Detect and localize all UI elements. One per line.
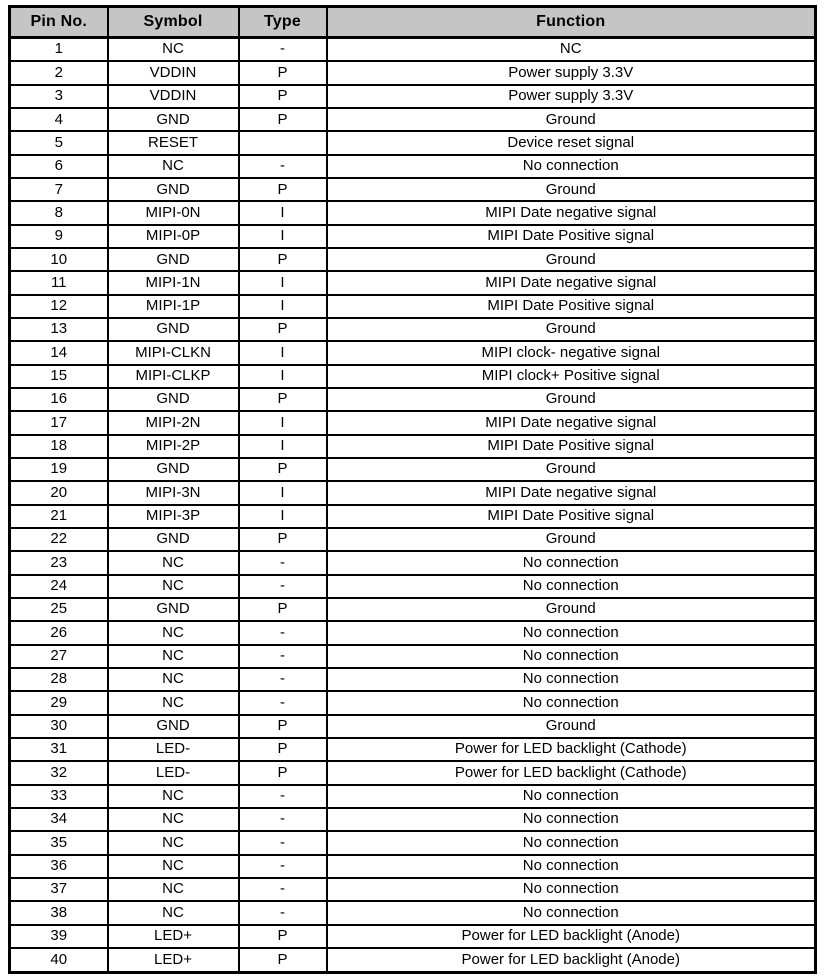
function-cell: No connection bbox=[327, 901, 816, 924]
table-row bbox=[10, 131, 816, 154]
symbol-cell: GND bbox=[108, 388, 239, 411]
function-cell: Ground bbox=[327, 248, 816, 271]
table-row bbox=[10, 575, 816, 598]
pin-cell: 9 bbox=[10, 225, 108, 248]
pin-table-body bbox=[10, 38, 816, 973]
type-cell: I bbox=[239, 295, 327, 318]
symbol-cell: GND bbox=[108, 178, 239, 201]
symbol-cell: MIPI-1N bbox=[108, 271, 239, 294]
symbol-cell: NC bbox=[108, 645, 239, 668]
symbol-cell: LED- bbox=[108, 761, 239, 784]
table-header-row bbox=[10, 7, 816, 38]
symbol-cell: VDDIN bbox=[108, 61, 239, 84]
type-cell: - bbox=[239, 668, 327, 691]
function-cell: No connection bbox=[327, 575, 816, 598]
symbol-cell: GND bbox=[108, 248, 239, 271]
type-cell: I bbox=[239, 225, 327, 248]
type-cell: P bbox=[239, 108, 327, 131]
symbol-cell: RESET bbox=[108, 131, 239, 154]
type-cell: P bbox=[239, 528, 327, 551]
pin-cell: 40 bbox=[10, 948, 108, 973]
table-row bbox=[10, 178, 816, 201]
type-cell: - bbox=[239, 155, 327, 178]
symbol-cell: LED+ bbox=[108, 948, 239, 973]
function-cell: Power for LED backlight (Cathode) bbox=[327, 761, 816, 784]
type-cell: P bbox=[239, 761, 327, 784]
function-cell: No connection bbox=[327, 155, 816, 178]
pin-cell: 34 bbox=[10, 808, 108, 831]
pin-assignment-table-container bbox=[8, 5, 817, 974]
function-cell: Ground bbox=[327, 108, 816, 131]
function-cell: Device reset signal bbox=[327, 131, 816, 154]
pin-cell: 24 bbox=[10, 575, 108, 598]
symbol-cell: NC bbox=[108, 38, 239, 62]
pin-cell: 22 bbox=[10, 528, 108, 551]
pin-cell: 31 bbox=[10, 738, 108, 761]
table-row bbox=[10, 505, 816, 528]
function-cell: MIPI Date Positive signal bbox=[327, 225, 816, 248]
pin-cell: 39 bbox=[10, 925, 108, 948]
function-cell: Power supply 3.3V bbox=[327, 61, 816, 84]
symbol-cell: NC bbox=[108, 575, 239, 598]
table-row bbox=[10, 621, 816, 644]
pin-cell: 11 bbox=[10, 271, 108, 294]
pin-cell: 21 bbox=[10, 505, 108, 528]
pin-cell: 5 bbox=[10, 131, 108, 154]
function-cell: Ground bbox=[327, 528, 816, 551]
type-cell bbox=[239, 131, 327, 154]
pin-cell: 6 bbox=[10, 155, 108, 178]
function-cell: MIPI Date Positive signal bbox=[327, 435, 816, 458]
symbol-cell: GND bbox=[108, 528, 239, 551]
type-cell: I bbox=[239, 365, 327, 388]
symbol-cell: NC bbox=[108, 785, 239, 808]
table-row bbox=[10, 855, 816, 878]
function-cell: No connection bbox=[327, 621, 816, 644]
pin-cell: 8 bbox=[10, 201, 108, 224]
pin-cell: 17 bbox=[10, 411, 108, 434]
function-cell: MIPI Date negative signal bbox=[327, 481, 816, 504]
type-cell: P bbox=[239, 598, 327, 621]
pin-cell: 4 bbox=[10, 108, 108, 131]
function-cell: MIPI Date negative signal bbox=[327, 201, 816, 224]
symbol-cell: NC bbox=[108, 901, 239, 924]
type-cell: P bbox=[239, 318, 327, 341]
type-cell: - bbox=[239, 575, 327, 598]
pin-cell: 38 bbox=[10, 901, 108, 924]
header-cell-type: Type bbox=[239, 7, 327, 38]
table-row bbox=[10, 271, 816, 294]
type-cell: I bbox=[239, 341, 327, 364]
table-row bbox=[10, 108, 816, 131]
type-cell: P bbox=[239, 178, 327, 201]
pin-cell: 3 bbox=[10, 85, 108, 108]
table-row bbox=[10, 785, 816, 808]
table-row bbox=[10, 691, 816, 714]
pin-cell: 19 bbox=[10, 458, 108, 481]
function-cell: Ground bbox=[327, 388, 816, 411]
header-cell-symbol: Symbol bbox=[108, 7, 239, 38]
type-cell: P bbox=[239, 925, 327, 948]
symbol-cell: MIPI-3P bbox=[108, 505, 239, 528]
header-cell-pin-no: Pin No. bbox=[10, 7, 108, 38]
function-cell: Power supply 3.3V bbox=[327, 85, 816, 108]
function-cell: Ground bbox=[327, 598, 816, 621]
function-cell: MIPI Date negative signal bbox=[327, 271, 816, 294]
function-cell: No connection bbox=[327, 668, 816, 691]
table-row bbox=[10, 85, 816, 108]
type-cell: - bbox=[239, 691, 327, 714]
symbol-cell: MIPI-0P bbox=[108, 225, 239, 248]
type-cell: P bbox=[239, 61, 327, 84]
pin-cell: 23 bbox=[10, 551, 108, 574]
type-cell: - bbox=[239, 645, 327, 668]
function-cell: Ground bbox=[327, 318, 816, 341]
type-cell: - bbox=[239, 38, 327, 62]
type-cell: I bbox=[239, 435, 327, 458]
table-row bbox=[10, 528, 816, 551]
function-cell: No connection bbox=[327, 785, 816, 808]
symbol-cell: MIPI-0N bbox=[108, 201, 239, 224]
type-cell: - bbox=[239, 831, 327, 854]
pin-assignment-table bbox=[8, 5, 817, 974]
table-row bbox=[10, 365, 816, 388]
symbol-cell: NC bbox=[108, 691, 239, 714]
table-row bbox=[10, 38, 816, 62]
symbol-cell: MIPI-2P bbox=[108, 435, 239, 458]
symbol-cell: NC bbox=[108, 878, 239, 901]
type-cell: P bbox=[239, 248, 327, 271]
table-row bbox=[10, 248, 816, 271]
type-cell: - bbox=[239, 785, 327, 808]
table-row bbox=[10, 411, 816, 434]
symbol-cell: MIPI-1P bbox=[108, 295, 239, 318]
pin-cell: 33 bbox=[10, 785, 108, 808]
pin-cell: 16 bbox=[10, 388, 108, 411]
symbol-cell: MIPI-CLKN bbox=[108, 341, 239, 364]
symbol-cell: VDDIN bbox=[108, 85, 239, 108]
function-cell: Power for LED backlight (Anode) bbox=[327, 948, 816, 973]
table-row bbox=[10, 295, 816, 318]
function-cell: Ground bbox=[327, 458, 816, 481]
symbol-cell: GND bbox=[108, 108, 239, 131]
table-row bbox=[10, 878, 816, 901]
type-cell: - bbox=[239, 551, 327, 574]
header-cell-function: Function bbox=[327, 7, 816, 38]
function-cell: Ground bbox=[327, 715, 816, 738]
table-row bbox=[10, 808, 816, 831]
symbol-cell: NC bbox=[108, 155, 239, 178]
symbol-cell: NC bbox=[108, 621, 239, 644]
function-cell: Ground bbox=[327, 178, 816, 201]
function-cell: MIPI Date Positive signal bbox=[327, 295, 816, 318]
table-row bbox=[10, 155, 816, 178]
function-cell: No connection bbox=[327, 808, 816, 831]
type-cell: I bbox=[239, 411, 327, 434]
type-cell: P bbox=[239, 948, 327, 973]
pin-cell: 1 bbox=[10, 38, 108, 62]
pin-cell: 14 bbox=[10, 341, 108, 364]
table-row bbox=[10, 435, 816, 458]
table-row bbox=[10, 551, 816, 574]
table-row bbox=[10, 388, 816, 411]
symbol-cell: NC bbox=[108, 808, 239, 831]
type-cell: - bbox=[239, 808, 327, 831]
pin-cell: 15 bbox=[10, 365, 108, 388]
function-cell: Power for LED backlight (Cathode) bbox=[327, 738, 816, 761]
pin-cell: 10 bbox=[10, 248, 108, 271]
table-row bbox=[10, 458, 816, 481]
type-cell: P bbox=[239, 85, 327, 108]
symbol-cell: NC bbox=[108, 831, 239, 854]
table-row bbox=[10, 715, 816, 738]
type-cell: - bbox=[239, 901, 327, 924]
type-cell: - bbox=[239, 855, 327, 878]
type-cell: I bbox=[239, 481, 327, 504]
table-row bbox=[10, 668, 816, 691]
pin-cell: 29 bbox=[10, 691, 108, 714]
table-row bbox=[10, 831, 816, 854]
pin-cell: 13 bbox=[10, 318, 108, 341]
symbol-cell: GND bbox=[108, 598, 239, 621]
pin-cell: 28 bbox=[10, 668, 108, 691]
table-row bbox=[10, 61, 816, 84]
table-row bbox=[10, 598, 816, 621]
function-cell: No connection bbox=[327, 551, 816, 574]
function-cell: No connection bbox=[327, 855, 816, 878]
symbol-cell: NC bbox=[108, 855, 239, 878]
pin-cell: 12 bbox=[10, 295, 108, 318]
table-row bbox=[10, 645, 816, 668]
pin-cell: 26 bbox=[10, 621, 108, 644]
pin-cell: 2 bbox=[10, 61, 108, 84]
pin-cell: 35 bbox=[10, 831, 108, 854]
pin-cell: 36 bbox=[10, 855, 108, 878]
symbol-cell: GND bbox=[108, 318, 239, 341]
pin-cell: 30 bbox=[10, 715, 108, 738]
table-row bbox=[10, 341, 816, 364]
table-row bbox=[10, 738, 816, 761]
table-row bbox=[10, 901, 816, 924]
symbol-cell: LED+ bbox=[108, 925, 239, 948]
pin-cell: 20 bbox=[10, 481, 108, 504]
type-cell: P bbox=[239, 738, 327, 761]
table-row bbox=[10, 201, 816, 224]
pin-cell: 25 bbox=[10, 598, 108, 621]
function-cell: MIPI Date negative signal bbox=[327, 411, 816, 434]
type-cell: I bbox=[239, 505, 327, 528]
type-cell: P bbox=[239, 458, 327, 481]
table-row bbox=[10, 318, 816, 341]
symbol-cell: MIPI-CLKP bbox=[108, 365, 239, 388]
symbol-cell: MIPI-2N bbox=[108, 411, 239, 434]
symbol-cell: GND bbox=[108, 458, 239, 481]
pin-cell: 7 bbox=[10, 178, 108, 201]
function-cell: Power for LED backlight (Anode) bbox=[327, 925, 816, 948]
type-cell: I bbox=[239, 201, 327, 224]
pin-cell: 27 bbox=[10, 645, 108, 668]
table-row bbox=[10, 761, 816, 784]
type-cell: - bbox=[239, 621, 327, 644]
table-row bbox=[10, 925, 816, 948]
type-cell: - bbox=[239, 878, 327, 901]
function-cell: NC bbox=[327, 38, 816, 62]
pin-cell: 18 bbox=[10, 435, 108, 458]
symbol-cell: NC bbox=[108, 551, 239, 574]
function-cell: No connection bbox=[327, 691, 816, 714]
table-row bbox=[10, 225, 816, 248]
function-cell: MIPI clock- negative signal bbox=[327, 341, 816, 364]
symbol-cell: MIPI-3N bbox=[108, 481, 239, 504]
type-cell: P bbox=[239, 388, 327, 411]
type-cell: I bbox=[239, 271, 327, 294]
pin-cell: 37 bbox=[10, 878, 108, 901]
table-row bbox=[10, 948, 816, 973]
symbol-cell: NC bbox=[108, 668, 239, 691]
symbol-cell: GND bbox=[108, 715, 239, 738]
function-cell: No connection bbox=[327, 645, 816, 668]
type-cell: P bbox=[239, 715, 327, 738]
function-cell: MIPI Date Positive signal bbox=[327, 505, 816, 528]
function-cell: No connection bbox=[327, 831, 816, 854]
symbol-cell: LED- bbox=[108, 738, 239, 761]
function-cell: No connection bbox=[327, 878, 816, 901]
table-row bbox=[10, 481, 816, 504]
function-cell: MIPI clock+ Positive signal bbox=[327, 365, 816, 388]
pin-cell: 32 bbox=[10, 761, 108, 784]
